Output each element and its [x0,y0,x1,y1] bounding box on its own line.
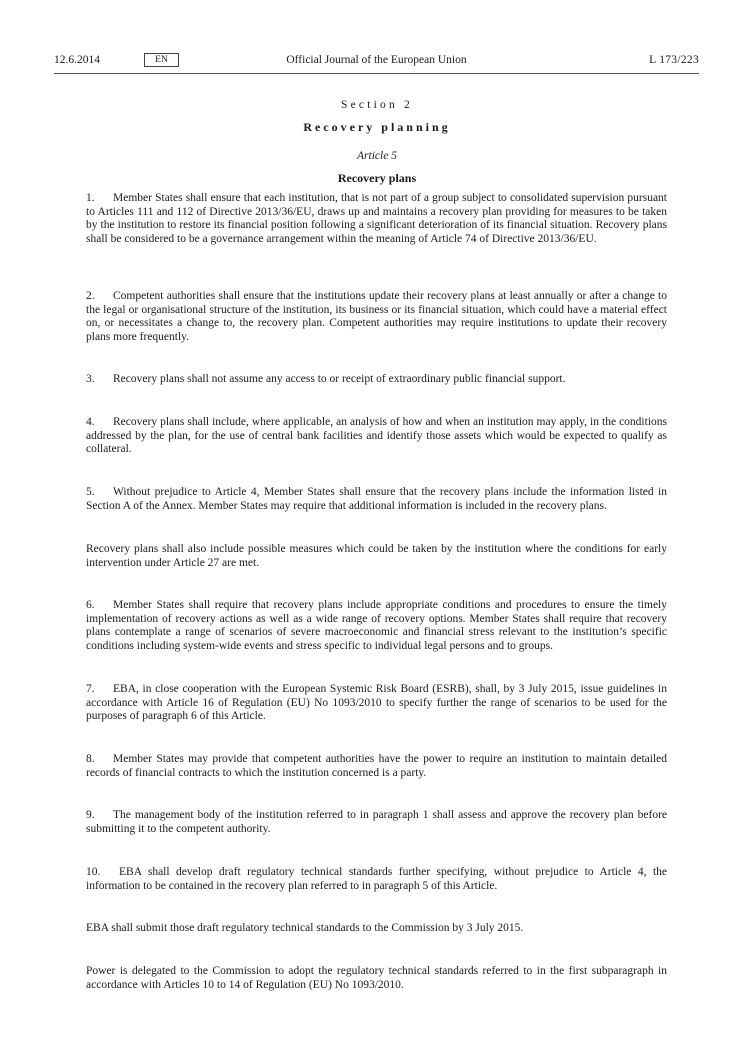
paragraph-text: Recovery plans shall include, where applicable, an analysis of how and when an institution may apply, in the conditions addressed by the plan, for the use of central bank facilities and identify those assets which would be expected to qualify as collateral. [86,416,667,456]
page-reference: L 173/223 [649,54,699,66]
paragraph-text: Competent authorities shall ensure that the institutions update their recovery plans at least annually or after a change to the legal or organisational structure of the institution, its business or its financial situation, which could have a material effect on, or necessitates a change to, the recovery plan. Competent authorities may require institutions to update their recovery plans more frequently. [86,290,667,343]
paragraph-text: The management body of the institution referred to in paragraph 1 shall assess and approve the recovery plan before submitting it to the competent authority. [86,809,667,835]
paragraph-10 [86,866,667,893]
page-header [54,53,699,69]
paragraph-number: 9. [86,809,95,821]
header-rule [54,73,699,74]
paragraph-text: Member States shall ensure that each institution, that is not part of a group subject to consolidated supervision pursuant to Articles 111 and 112 of Directive 2013/36/EU, draws up and maintains a recovery plan providing for measures to be taken by the institution to restore its financial position following a significant deterioration of its financial situation. Recovery plans shall be considered to be a governance arrangement within the meaning of Article 74 of Directive 2013/36/EU. [86,192,667,245]
paragraph-2 [86,290,667,344]
paragraph-number: 3. [86,373,95,385]
article-title: Recovery plans [337,171,417,185]
paragraph-4 [86,416,667,457]
paragraph-8 [86,753,667,780]
language-badge: EN [144,53,179,67]
paragraph-10-subparagraph-2 [86,922,667,936]
paragraph-text: Member States may provide that competent authorities have the power to require an institution to maintain detailed records of financial contracts to which the institution concerned is a party. [86,753,667,779]
paragraph-text: EBA shall develop draft regulatory technical standards further specifying, without prejudice to Article 4, the information to be contained in the recovery plan referred to in paragraph 5 of this Article. [86,866,667,892]
paragraph-text: Recovery plans shall also include possible measures which could be taken by the institution where the conditions for early intervention under Article 27 are met. [86,543,667,569]
paragraph-number: 8. [86,753,95,765]
paragraph-number: 2. [86,290,95,302]
paragraph-number: 10. [86,866,101,878]
section-label: Section 2 [341,99,413,111]
paragraph-number: 6. [86,599,95,611]
paragraph-3 [86,373,667,387]
paragraph-text: Power is delegated to the Commission to adopt the regulatory technical standards referred to in the first subparagraph in accordance with Articles 10 to 14 of Regulation (EU) No 1093/2010. [86,965,667,991]
paragraph-6 [86,599,667,653]
section-title: Recovery planning [303,120,451,134]
paragraph-text: Member States shall require that recovery plans include appropriate conditions and procedures to ensure the timely implementation of recovery actions as well as a wide range of recovery options. Member States shall require that recovery plans contemplate a range of scenarios of severe macroeconomic and financial stress relevant to the institution’s specific conditions including system-wide events and stress specific to individual legal persons and to groups. [86,599,667,652]
paragraph-number: 5. [86,486,95,498]
paragraph-7 [86,683,667,724]
paragraph-text: EBA, in close cooperation with the European Systemic Risk Board (ESRB), shall, by 3 July 2015, issue guidelines in accordance with Article 16 of Regulation (EU) No 1093/2010 to specify further the range of scenarios to be used for the purposes of paragraph 6 of this Article. [86,683,667,723]
paragraph-10-subparagraph-3 [86,965,667,992]
article-label: Article 5 [357,150,397,162]
paragraph-text: EBA shall submit those draft regulatory technical standards to the Commission by 3 July 2015. [86,922,524,934]
paragraph-5-subparagraph [86,543,667,570]
paragraph-1 [86,192,667,246]
paragraph-number: 4. [86,416,95,428]
paragraph-5 [86,486,667,513]
publication-date: 12.6.2014 [54,54,100,66]
journal-title: Official Journal of the European Union [286,54,467,66]
paragraph-9 [86,809,667,836]
paragraph-text: Recovery plans shall not assume any access to or receipt of extraordinary public financial support. [113,373,566,385]
paragraph-number: 1. [86,192,95,204]
paragraph-text: Without prejudice to Article 4, Member States shall ensure that the recovery plans include the information listed in Section A of the Annex. Member States may require that additional information is included in the recovery plans. [86,486,667,512]
paragraph-number: 7. [86,683,95,695]
